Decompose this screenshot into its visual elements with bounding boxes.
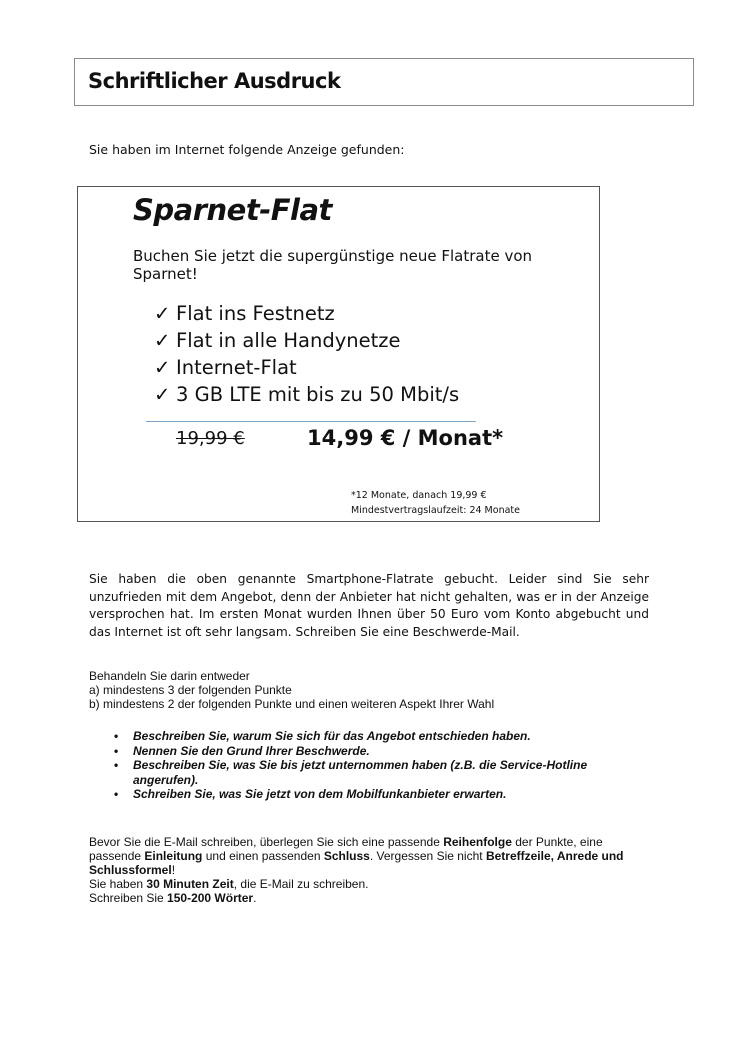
point-text: Nennen Sie den Grund Ihrer Beschwerde. xyxy=(133,743,370,758)
new-price: 14,99 € / Monat* xyxy=(307,426,504,450)
footnote-line: *12 Monate, danach 19,99 € xyxy=(351,490,487,501)
bold-span: Betreffzeile, Anrede und Schlussformel xyxy=(89,849,624,877)
text-span: Sie haben xyxy=(89,877,147,891)
ad-footnote xyxy=(351,488,520,518)
bullet-icon: • xyxy=(114,743,119,758)
ad-title: Sparnet-Flat xyxy=(133,193,332,227)
bullet-icon: • xyxy=(114,729,119,743)
bold-span: 30 Minuten Zeit xyxy=(146,877,234,891)
list-item xyxy=(114,729,634,744)
text-span: und einen passenden xyxy=(202,849,324,863)
time-hint xyxy=(89,877,649,891)
footnote-line: Mindestvertragslaufzeit: 24 Monate xyxy=(351,505,520,516)
feature-item xyxy=(154,381,459,408)
task-instructions xyxy=(89,669,494,711)
checkmark-icon: ✓ xyxy=(154,302,171,325)
checkmark-icon: ✓ xyxy=(154,383,171,406)
text-span: Schreiben Sie xyxy=(89,891,168,905)
page-title: Schriftlicher Ausdruck xyxy=(88,69,341,93)
feature-list xyxy=(154,300,459,408)
bold-span: Einleitung xyxy=(144,849,203,863)
divider xyxy=(146,421,476,422)
text-span: Bevor Sie die E-Mail schreiben, überlegen Sie sich eine passende xyxy=(89,835,444,849)
header-box xyxy=(74,58,694,106)
point-text: Beschreiben Sie, warum Sie sich für das Angebot entschieden haben. xyxy=(133,729,531,743)
closing-instructions xyxy=(89,835,649,905)
point-text: Schreiben Sie, was Sie jetzt von dem Mobilfunkanbieter erwarten. xyxy=(133,787,507,801)
bold-span: 150-200 Wörter xyxy=(167,891,254,905)
old-price: 19,99 € xyxy=(176,428,245,449)
task-points xyxy=(114,729,634,802)
task-line: Behandeln Sie darin entweder xyxy=(89,669,250,683)
feature-label: Internet-Flat xyxy=(176,356,297,379)
feature-item xyxy=(154,300,459,327)
point-text: Beschreiben Sie, was Sie bis jetzt unternommen haben (z.B. die Service-Hotline angerufen). xyxy=(133,758,588,787)
structure-hint xyxy=(89,835,649,877)
feature-label: 3 GB LTE mit bis zu 50 Mbit/s xyxy=(176,383,460,406)
feature-label: Flat in alle Handynetze xyxy=(176,329,401,352)
task-line: a) mindestens 3 der folgenden Punkte xyxy=(89,683,292,697)
task-line: b) mindestens 2 der folgenden Punkte und einen weiteren Aspekt Ihrer Wahl xyxy=(89,697,495,711)
word-count-hint xyxy=(89,891,649,905)
text-span: der Punkte, eine passende xyxy=(89,835,603,863)
list-item xyxy=(114,744,634,759)
situation-paragraph: Sie haben die oben genannte Smartphone-Flatrate gebucht. Leider sind Sie sehr unzufrieden mit dem Angebot, denn der Anbieter hat nicht gehalten, was er in der Anzeige versprochen hat. Im ersten Monat wurden Ihnen über 50 Euro vom Konto abgebucht und das Internet ist oft sehr langsam. Schreiben Sie eine Beschwerde-Mail. xyxy=(89,572,649,639)
text-span: ! xyxy=(171,863,176,877)
bullet-icon: • xyxy=(114,758,119,772)
feature-label: Flat ins Festnetz xyxy=(176,302,335,325)
text-span: , die E-Mail zu schreiben. xyxy=(233,877,369,891)
bold-span: Schluss xyxy=(323,849,370,863)
feature-item xyxy=(154,327,459,354)
text-span: . Vergessen Sie nicht xyxy=(369,849,486,863)
bold-span: Reihenfolge xyxy=(443,835,512,849)
list-item xyxy=(114,787,634,802)
advertisement-box xyxy=(77,186,600,522)
list-item xyxy=(114,758,634,787)
bullet-icon: • xyxy=(114,787,119,801)
checkmark-icon: ✓ xyxy=(154,329,171,352)
feature-item xyxy=(154,354,459,381)
text-span: . xyxy=(253,891,257,905)
intro-text: Sie haben im Internet folgende Anzeige gefunden: xyxy=(89,142,405,157)
checkmark-icon: ✓ xyxy=(154,356,171,379)
ad-subtitle: Buchen Sie jetzt die supergünstige neue Flatrate von Sparnet! xyxy=(133,247,533,283)
